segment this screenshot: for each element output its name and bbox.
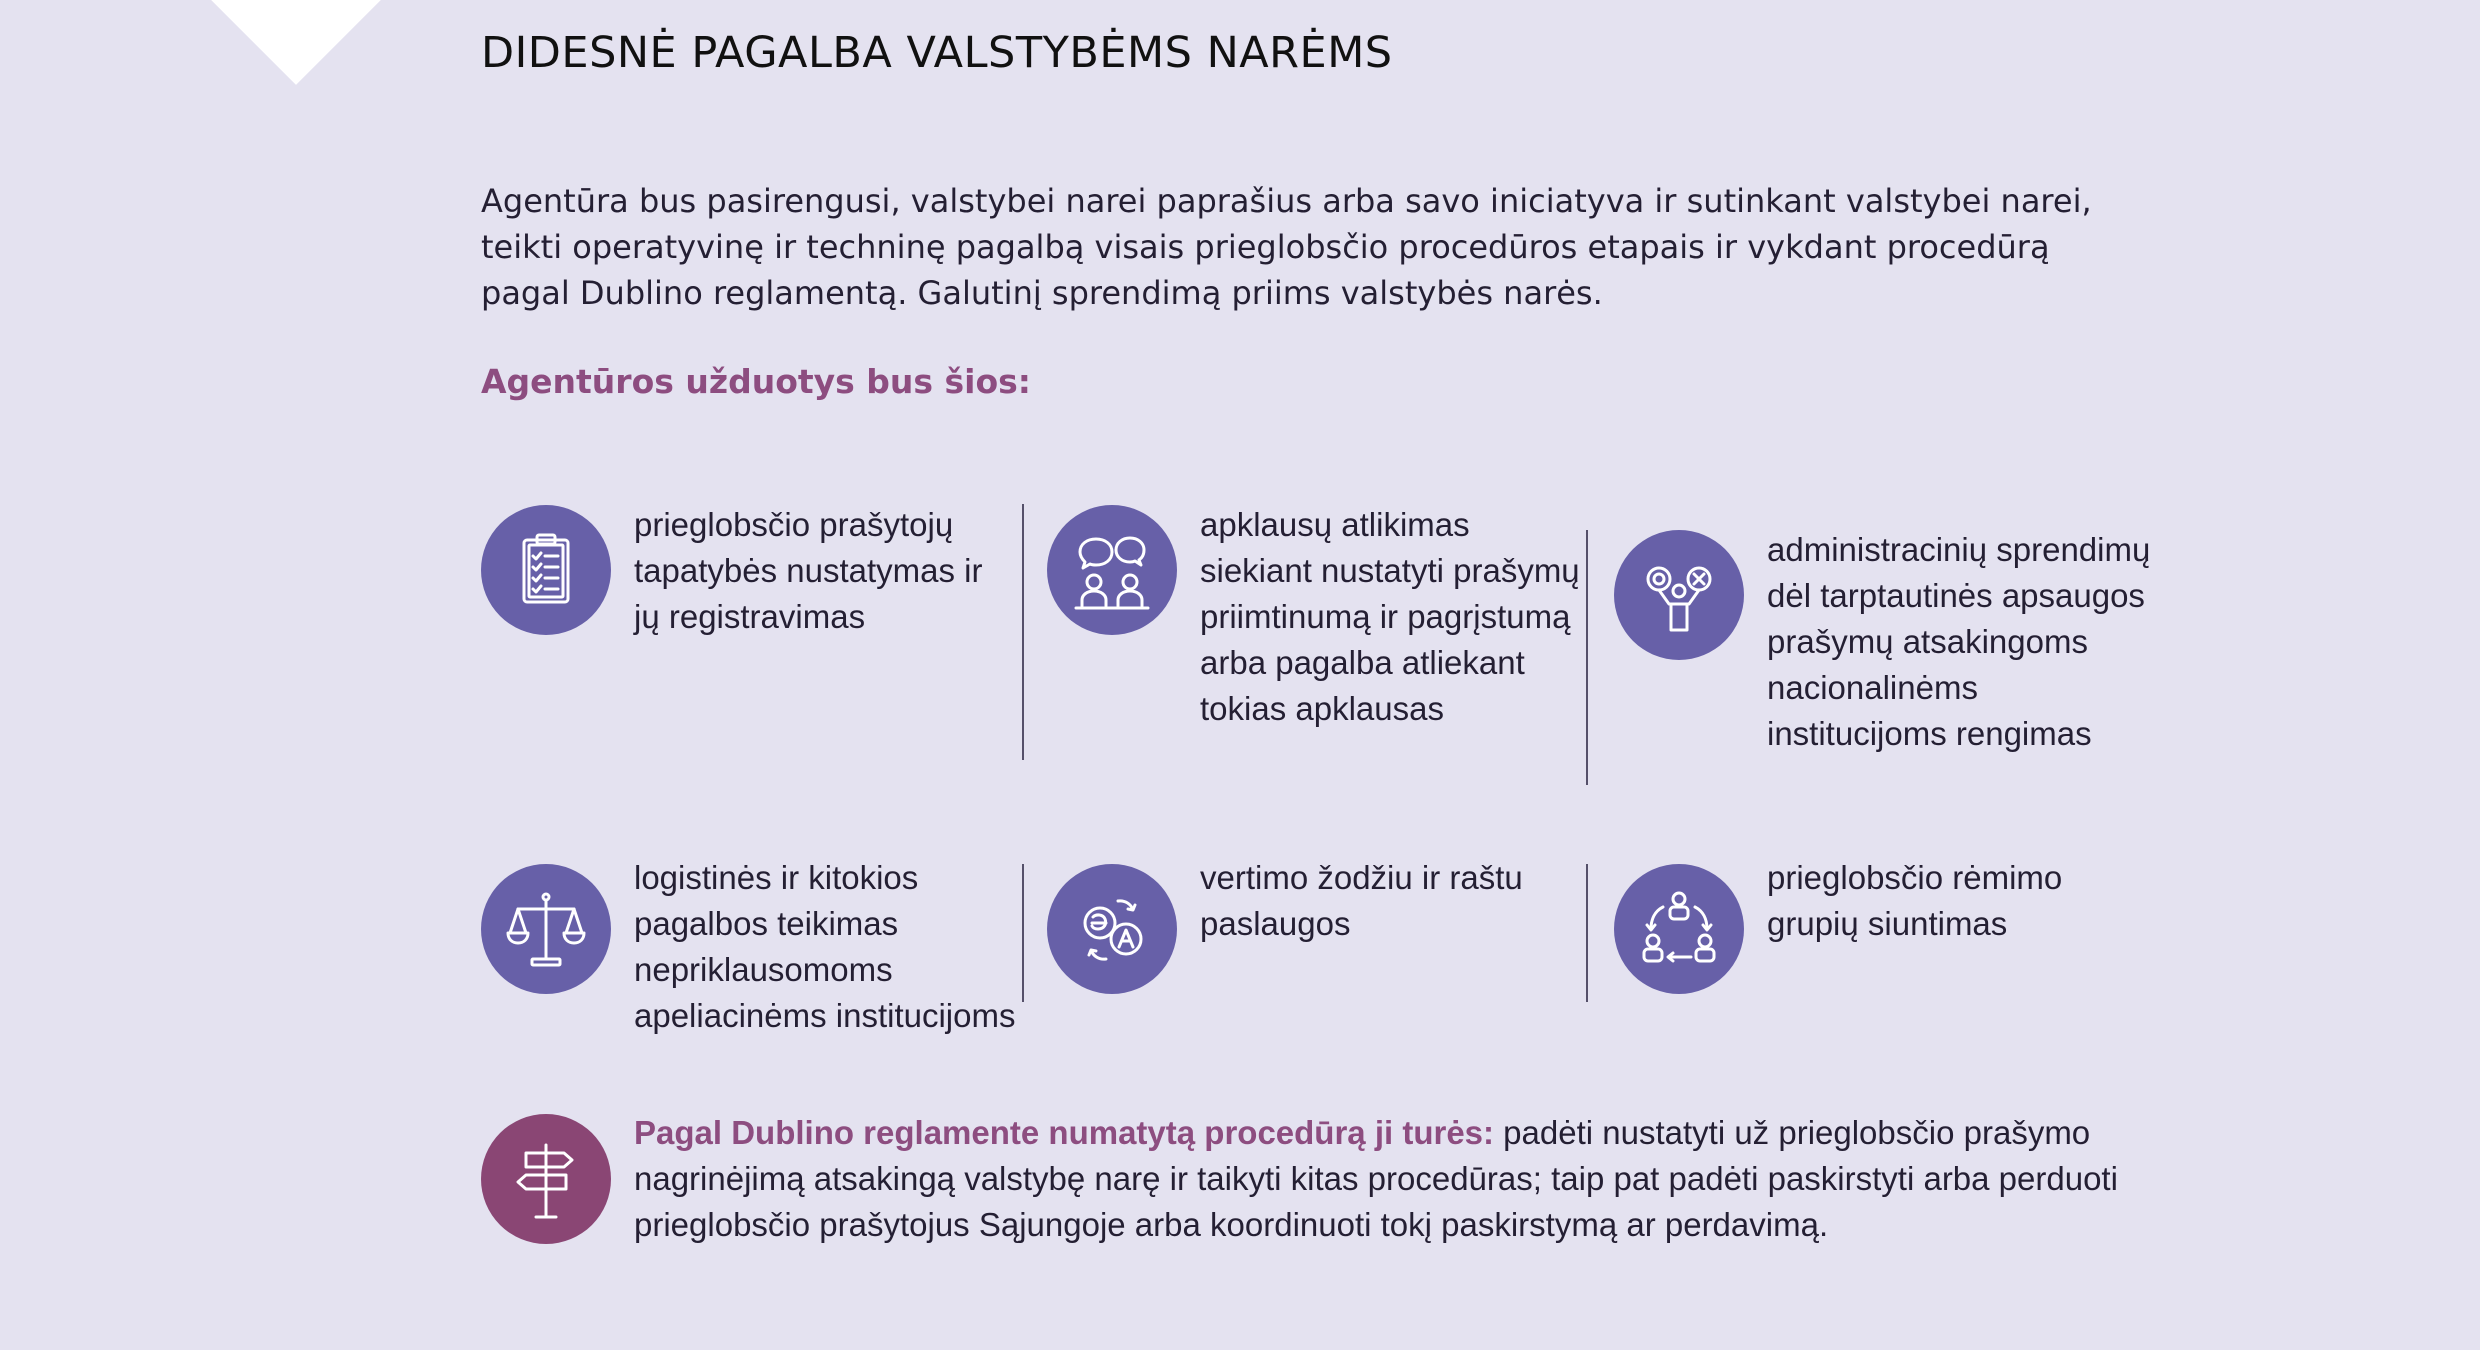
task-label: prieglobsčio rėmimo grupių siuntimas [1767, 859, 2063, 942]
task-label: prieglobsčio prašytojų tapatybės nustatymas ir jų registravimas [634, 506, 983, 635]
page-title: DIDESNĖ PAGALBA VALSTYBĖMS NARĖMS [481, 28, 1393, 78]
corner-notch-decoration [211, 0, 381, 85]
dublin-paragraph [634, 1110, 2174, 1248]
task-label: logistinės ir kitokios pagalbos teikimas nepriklausomoms apeliacinėms institucijoms [634, 859, 1016, 1034]
dublin-text: padėti nustatyti už prieglobsčio prašymo nagrinėjimą atsakingą valstybę narę ir taikyti kitas procedūras; taip pat padėti paskirstyti arba perduoti prieglobsčio prašytojus Sąjungoje arba koordinuoti tokį paskirstymą ar perdavimą. [634, 1114, 2118, 1243]
tasks-subheading: Agentūros užduotys bus šios: [481, 362, 1031, 401]
clipboard-checklist-icon [481, 505, 611, 635]
signpost-icon [481, 1114, 611, 1244]
decision-signs-icon [1614, 530, 1744, 660]
task-label: apklausų atlikimas siekiant nustatyti prašymų priimtinumą ir pagrįstumą arba pagalba atliekant tokias apklausas [1200, 506, 1580, 727]
interview-speech-bubbles-icon [1047, 505, 1177, 635]
task-label: administracinių sprendimų dėl tarptautinės apsaugos prašymų atsakingoms nacionalinėms institucijoms rengimas [1767, 531, 2151, 752]
column-divider [1022, 864, 1024, 1002]
team-rotation-icon [1614, 864, 1744, 994]
task-label: vertimo žodžiu ir raštu paslaugos [1200, 859, 1523, 942]
column-divider [1022, 504, 1024, 760]
translation-icon [1047, 864, 1177, 994]
scales-of-justice-icon [481, 864, 611, 994]
intro-paragraph: Agentūra bus pasirengusi, valstybei narei paprašius arba savo iniciatyva ir sutinkant valstybei narei, teikti operatyvinę ir techninę pagalbą visais prieglobsčio procedūros etapais ir vykdant procedūrą pagal Dublino reglamentą. Galutinį sprendimą priims valstybės narės. [481, 182, 2092, 312]
column-divider [1586, 530, 1588, 785]
dublin-lead: Pagal Dublino reglamente numatytą procedūrą ji turės: [634, 1114, 1495, 1151]
column-divider [1586, 864, 1588, 1002]
